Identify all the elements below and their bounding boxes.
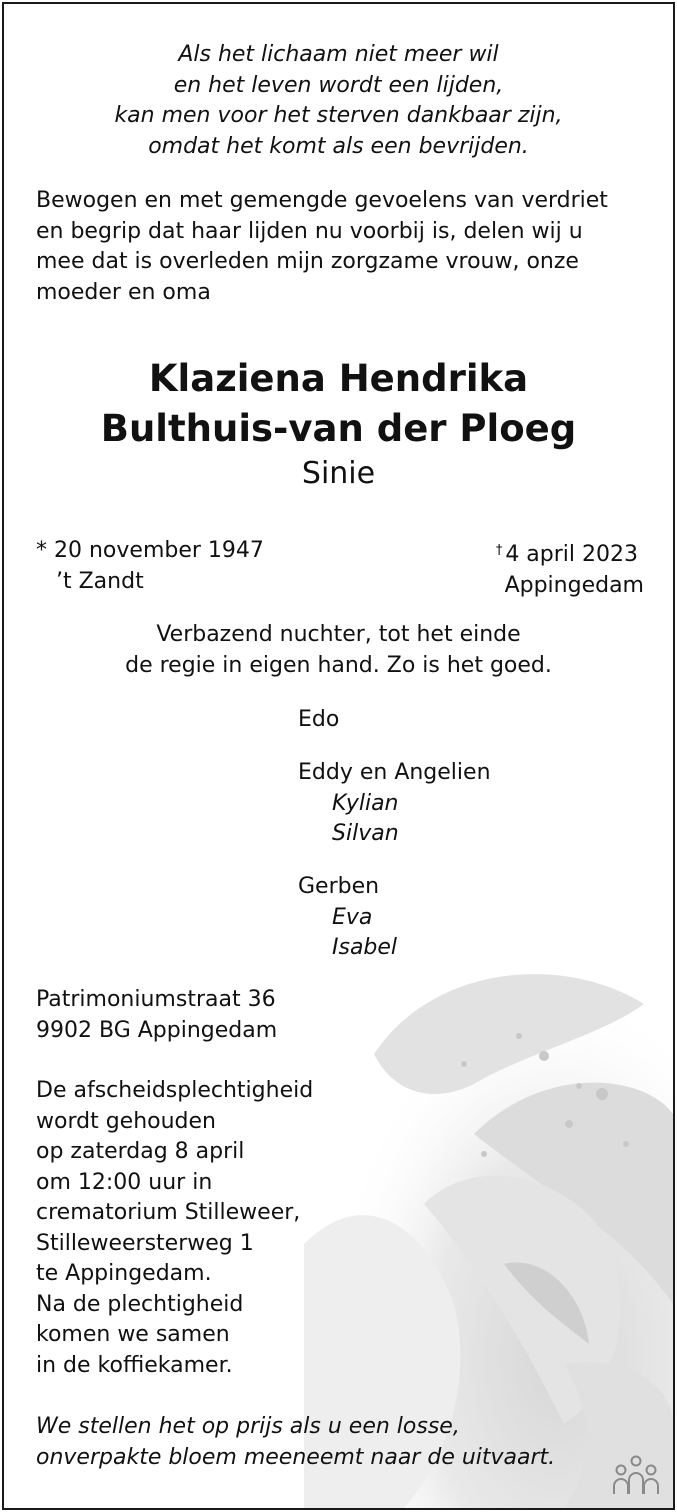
poem-line: Als het lichaam niet meer wil xyxy=(178,42,499,67)
service-line: Na de plechtigheid xyxy=(36,1291,244,1317)
death-place: Appingedam xyxy=(504,572,644,598)
family-group xyxy=(298,758,491,850)
service-line: crematorium Stilleweer, xyxy=(36,1200,301,1225)
service-line: in de koffiekamer. xyxy=(36,1352,233,1378)
deceased-name xyxy=(4,354,673,454)
birth-place: ’t Zandt xyxy=(56,568,144,594)
service-line: De afscheidsplechtigheid xyxy=(36,1078,314,1103)
birth-info xyxy=(36,536,264,597)
poem-line: en het leven wordt een lijden, xyxy=(173,72,504,98)
service-line: Stilleweersterweg 1 xyxy=(36,1230,254,1256)
service-details xyxy=(36,1076,313,1381)
grandchild: Isabel xyxy=(332,935,398,960)
address-line: Patrimoniumstraat 36 xyxy=(36,987,276,1012)
closing-line: onverpakte bloem meeneemt naar de uitvaart. xyxy=(36,1444,556,1470)
intro-line: Bewogen en met gemengde gevoelens van verdriet xyxy=(36,188,608,213)
death-date: 4 april 2023 xyxy=(505,542,638,567)
intro-line: moeder en oma xyxy=(36,279,211,305)
service-line: op zaterdag 8 april xyxy=(36,1139,245,1164)
motto-line: Verbazend nuchter, tot het einde xyxy=(156,622,521,647)
grandchild: Silvan xyxy=(332,821,399,846)
motto-line: de regie in eigen hand. Zo is het goed. xyxy=(125,652,552,678)
grandchild: Eva xyxy=(332,904,373,930)
family-member: Edo xyxy=(298,707,340,732)
obituary-card xyxy=(2,2,675,1510)
name-line-2: Bulthuis-van der Ploeg xyxy=(100,407,577,450)
poem-line: omdat het komt als een bevrijden. xyxy=(148,133,529,159)
family-group xyxy=(298,872,397,964)
nickname: Sinie xyxy=(301,456,376,491)
birth-symbol: * xyxy=(36,538,47,563)
poem-line: kan men voor het sterven dankbaar zijn, xyxy=(114,103,563,128)
intro-line: mee dat is overleden mijn zorgzame vrouw, onze xyxy=(36,249,579,274)
name-line-1: Klaziena Hendrika xyxy=(148,357,529,400)
birth-date: 20 november 1947 xyxy=(54,538,264,563)
closing-line: We stellen het op prijs als u een losse, xyxy=(36,1414,460,1439)
service-line: te Appingedam. xyxy=(36,1261,212,1286)
motto xyxy=(4,620,673,681)
service-line: om 12:00 uur in xyxy=(36,1169,213,1195)
service-line: komen we samen xyxy=(36,1322,230,1347)
closing-note xyxy=(36,1412,555,1473)
announcement-text xyxy=(36,186,608,308)
address-line: 9902 BG Appingedam xyxy=(36,1017,278,1043)
family-member: Gerben xyxy=(298,874,380,899)
poem xyxy=(4,40,673,162)
family-member: Eddy en Angelien xyxy=(298,760,491,785)
death-info xyxy=(496,536,644,601)
death-symbol: † xyxy=(495,543,503,558)
grandchild: Kylian xyxy=(332,790,399,816)
address xyxy=(36,985,277,1046)
people-logo-icon xyxy=(611,1454,661,1496)
intro-line: en begrip dat haar lijden nu voorbij is, delen wij u xyxy=(36,218,583,244)
service-line: wordt gehouden xyxy=(36,1108,216,1134)
